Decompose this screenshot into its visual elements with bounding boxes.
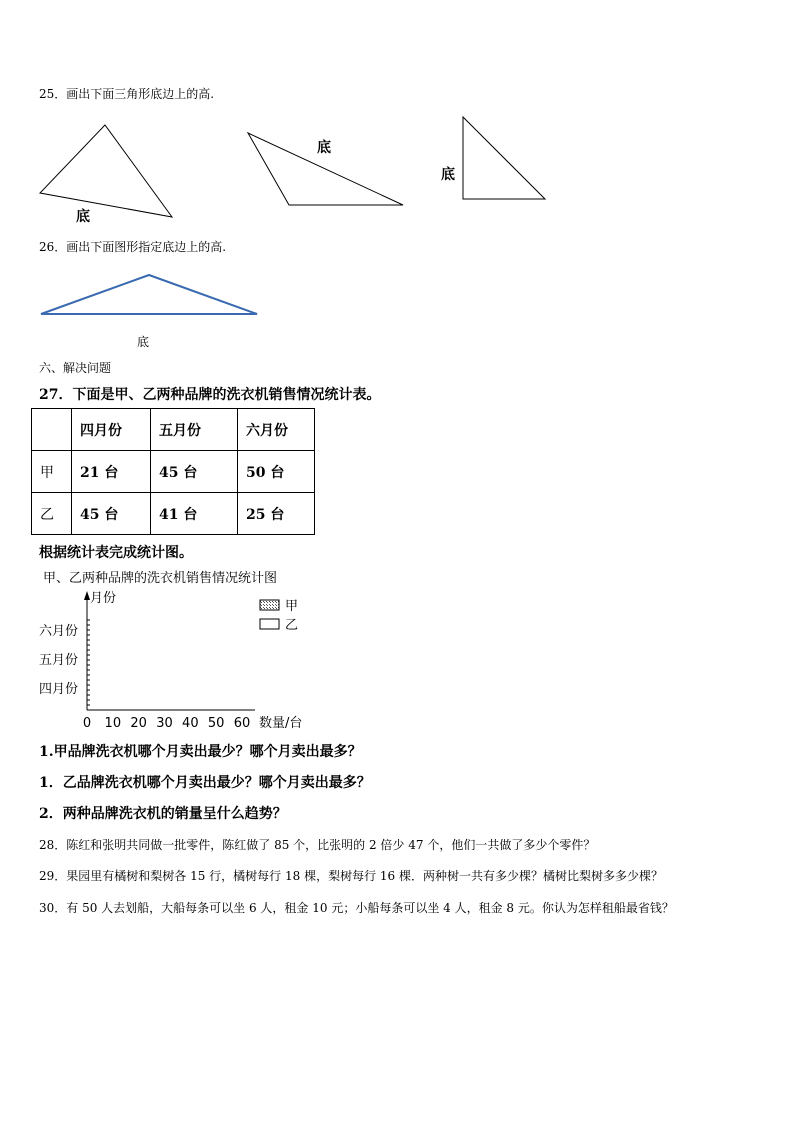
category-label: 五月份 (39, 653, 79, 668)
q26-figure (0, 265, 794, 325)
legend-swatch-jia (260, 600, 279, 610)
q29-text: 29．果园里有橘树和梨树各 15 行，橘树每行 18 棵，梨树每行 16 棵．两种树一共有多少棵？橘树比梨树多多少棵？ (39, 869, 663, 883)
table-row (32, 451, 315, 493)
table-header-row (32, 409, 315, 451)
x-tick-label: 10 (104, 716, 122, 731)
q28-text: 28．陈红和张明共同做一批零件，陈红做了 85 个，比张明的 2 倍少 47 个，他们一共做了多少个零件？ (39, 838, 596, 852)
q27-sub1: 1.甲品牌洗衣机哪个月卖出最少？哪个月卖出最多？ (39, 744, 362, 760)
x-axis-label: 数量/台 (259, 716, 303, 731)
x-tick-label: 50 (207, 716, 225, 731)
table-cell: 25 台 (238, 493, 315, 535)
category-label: 四月份 (39, 682, 79, 697)
y-axis-label: 月份 (90, 591, 117, 606)
q26-base-label: 底 (137, 335, 150, 349)
table-row (32, 493, 315, 535)
x-tick-label: 0 (82, 716, 92, 731)
section-title: 六、解决问题 (39, 361, 112, 375)
q27-sub3: 2．两种品牌洗衣机的销量呈什么趋势？ (39, 806, 287, 822)
table-cell: 21 台 (72, 451, 151, 493)
table-cell: 45 台 (72, 493, 151, 535)
q25-base-label-1: 底 (76, 209, 90, 225)
q25-text: 25．画出下面三角形底边上的高. (39, 87, 215, 101)
q27-instruction: 根据统计表完成统计图。 (39, 545, 193, 561)
q30-text: 30．有 50 人去划船，大船每条可以坐 6 人，租金 10 元；小船每条可以坐 4 人，租金 8 元。你认为怎样租船最省钱？ (39, 901, 674, 915)
triangle-3 (463, 117, 545, 199)
q25-base-label-2: 底 (317, 140, 331, 156)
category-labels (39, 624, 78, 697)
table-header-cell: 四月份 (72, 409, 151, 451)
legend-swatch-yi (260, 619, 279, 629)
obtuse-triangle (41, 275, 257, 314)
q26-text: 26．画出下面图形指定底边上的高. (39, 240, 227, 254)
q27-text: 27．下面是甲、乙两种品牌的洗衣机销售情况统计表。 (39, 387, 381, 403)
table-row-label: 甲 (32, 451, 72, 493)
sales-chart (0, 560, 400, 735)
table-row-label: 乙 (32, 493, 72, 535)
x-tick-label: 30 (156, 716, 173, 731)
table-cell: 50 台 (238, 451, 315, 493)
table-header-cell: 六月份 (238, 409, 315, 451)
q25-base-label-3: 底 (441, 167, 455, 183)
q25-triangles (0, 110, 794, 235)
table-header-cell: 五月份 (151, 409, 238, 451)
category-label: 六月份 (39, 624, 79, 639)
sales-table (31, 408, 315, 535)
chart-title: 甲、乙两种品牌的洗衣机销售情况统计图 (43, 571, 278, 586)
legend-label-yi: 乙 (285, 618, 299, 633)
x-tick-label: 40 (182, 716, 199, 731)
table-header-cell (32, 409, 72, 451)
table-cell: 45 台 (151, 451, 238, 493)
table-cell: 41 台 (151, 493, 238, 535)
x-tick-label: 20 (130, 716, 147, 731)
x-tick-labels (83, 716, 250, 731)
q27-sub2: 1．乙品牌洗衣机哪个月卖出最少？哪个月卖出最多？ (39, 775, 371, 791)
triangle-1 (40, 125, 172, 217)
legend-label-jia: 甲 (285, 599, 299, 614)
x-tick-label: 60 (233, 716, 251, 731)
